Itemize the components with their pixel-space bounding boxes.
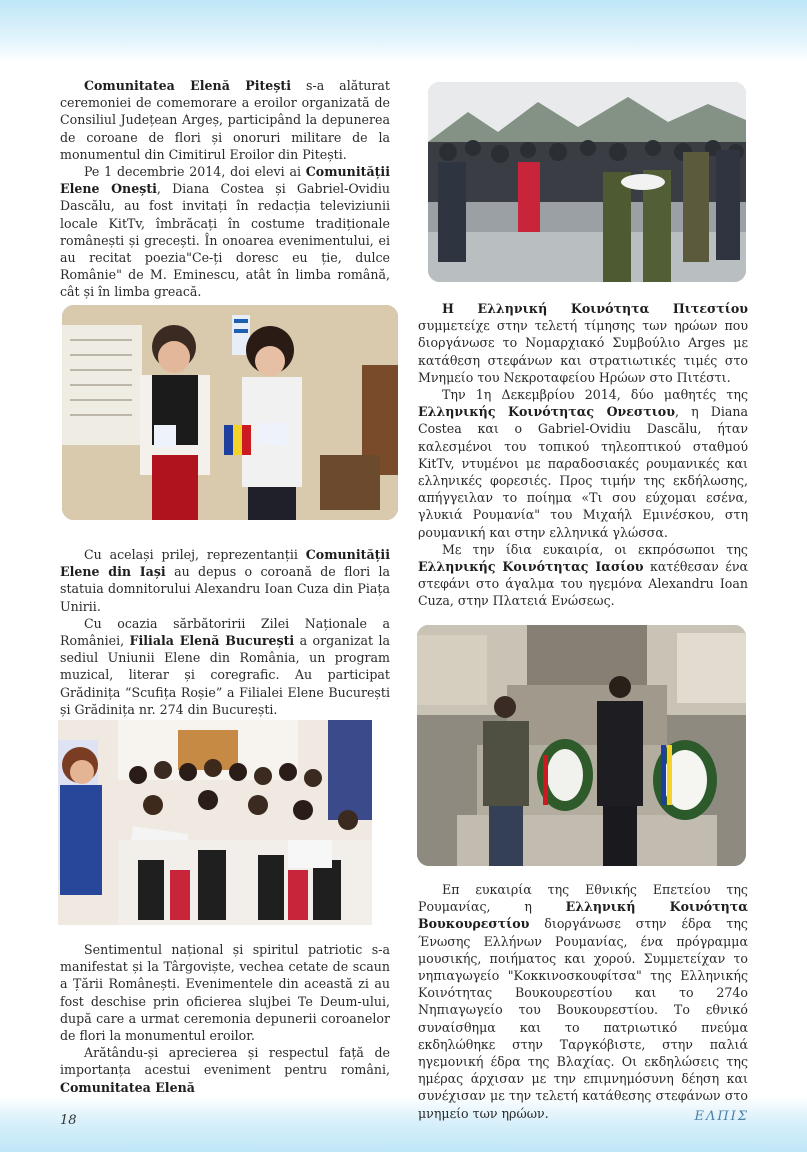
text-run: συμμετείχε στην τελετή τίμησης των ηρώων που διοργάνωσε το Νομαρχιακό Συμβούλιο Arges με κατάθεση στεφάνων και στρατιωτικές τιμές στο Μνημείο του Νεκροταφείου Ηρώων στο Πιτέστι. xyxy=(418,318,748,385)
bold-text: Comunității Elene din Iași xyxy=(60,547,390,580)
paragraph xyxy=(418,881,748,1122)
text-run: διοργάνωσε στην έδρα της Ένωσης Ελλήνων Ρουμανίας, ένα πρόγραμμα μουσικής, ποιήματος και χορού. Συμμετείχαν το νηπιαγωγείο "Κοκκινοσκουφίτσα" της Ελληνικής Κοινότητας Βουκουρεστίου και το 274ο Νηπιαγωγείο του Βουκουρεστίου. Το εθνικό συναίσθημα και το πατριωτικό πνεύμα εκδηλώθηκε στην Ταργκόβιστε, στην παλιά ηγεμονική έδρα της Βλαχίας. Οι εκδηλώσεις της ημέρας άρχισαν με την επιμνημόσυνη δέηση και συνέχισαν με την τελετή κατάθεσης στεφάνων στο μνημείο των ηρώων. xyxy=(418,916,748,1121)
left-text-block-3 xyxy=(60,941,390,1096)
text-run: , Diana Costea și Gabriel-Ovidiu Dascălu, au fost invitați în redacția televiziunii locale KitTv, îmbrăcați în costume tradiționale românești și grecești. În onoarea evenimentului, ei au recitat poezia"Ce-ți doresc eu ție, dulce Românie" de M. Eminescu, atât în limba română, cât și în limba greacă. xyxy=(60,181,391,300)
text-run: κατέθεσαν ένα στεφάνι στο άγαλμα του ηγεμόνα Alexandru Ioan Cuza, στην Πλατειά Ενώσεως. xyxy=(418,559,748,609)
bold-text: Comunității Elene Onești xyxy=(60,164,390,197)
bold-text: Η Ελληνική Κοινότητα Πιτεστίου xyxy=(442,301,748,316)
bold-text: Comunitatea Elenă xyxy=(60,1079,195,1095)
left-text-block-2 xyxy=(60,546,390,718)
text-run: Pe 1 decembrie 2014, doi elevi ai xyxy=(84,164,306,180)
text-run: , η Diana Costea και ο Gabriel-Ovidiu Dascălu, ήταν καλεσμένοι του τοπικού τηλεοπτικού σταθμού KitTv, ντυμένοι με παραδοσιακές ρουμανικές και ελληνικές φορεσιές. Προς τιμήν της εκδήλωσης, απήγγειλαν το ποίημα «Τι σου εύχομαι εσένα, γλυκιά Ρουμανία" του Μιχαήλ Εμινέσκου, στη ρουμανική και στην ελληνικά γλώσσα. xyxy=(418,404,748,540)
paragraph xyxy=(60,941,390,1044)
left-text-block-1 xyxy=(60,77,390,301)
bold-text: Ελληνικής Κοινότητας Ιασίου xyxy=(418,559,644,575)
text-run: au depus o coroană de flori la statuia domnitorului Alexandru Ioan Cuza din Piața Unirii. xyxy=(60,564,390,614)
text-run: a organizat la sediul Uniunii Elene din România, un program muzical, literar și coregrafic. Au participat Grădinița “Scufița Roșie” a Filialei Elene București și Grădinița nr. 274 din București. xyxy=(60,633,390,717)
bold-text: Ελληνικής Κοινότητας Ονεστιου xyxy=(418,404,675,420)
paragraph xyxy=(418,300,748,386)
paragraph xyxy=(418,541,748,610)
right-text-block-2 xyxy=(418,881,748,1122)
bold-text: Ελληνική Κοινότητα Βουκουρεστίου xyxy=(418,899,749,932)
paragraph xyxy=(60,615,390,718)
top-decorative-band xyxy=(0,0,807,62)
paragraph xyxy=(418,386,748,541)
right-text-block-1 xyxy=(418,300,748,610)
text-run: Arătându-și aprecierea și respectul față de importanța acestui eveniment pentru români, xyxy=(60,1045,390,1078)
page-number: 18 xyxy=(60,1113,77,1128)
text-run: Cu ocazia sărbătoririi Zilei Naționale a României, xyxy=(60,615,390,649)
paragraph xyxy=(60,546,390,615)
magazine-name: ΕΛΠΙΣ xyxy=(694,1109,749,1124)
photo-military-ceremony xyxy=(428,82,746,282)
text-run: s-a alăturat ceremoniei de comemorare a eroilor organizată de Consiliul Județean Argeș, participând la depunerea de coroane de flori și onoruri militare de la monumentul din Cimitirul Eroilor din Pitești. xyxy=(60,78,390,162)
paragraph xyxy=(60,77,390,163)
bold-text: Filiala Elenă București xyxy=(129,633,295,649)
bold-text: Comunitatea Elenă Pitești xyxy=(84,78,292,93)
text-run: Επ ευκαιρία της Εθνικής Επετείου της Ρουμανίας, η xyxy=(418,882,748,915)
paragraph xyxy=(60,1044,390,1096)
text-run: Με την ίδια ευκαιρία, οι εκπρόσωποι της xyxy=(442,541,748,557)
photo-kindergarten-program xyxy=(58,720,372,925)
photo-cuza-monument-wreaths xyxy=(417,625,746,866)
text-run: Cu același prilej, reprezentanții xyxy=(84,547,306,562)
photo-students-tv-studio xyxy=(62,305,398,520)
text-run: Sentimentul național și spiritul patriotic s-a manifestat și la Târgoviște, vechea cetate de scaun a Țării Românești. Evenimentele din această zi au fost deschise prin oficierea slujbei Te Deum-ului, după care a urmat ceremonia depunerii coroanelor de flori la monumentul eroilor. xyxy=(60,942,390,1044)
paragraph xyxy=(60,163,390,301)
text-run: Την 1η Δεκεμβρίου 2014, δύο μαθητές της xyxy=(442,387,748,403)
